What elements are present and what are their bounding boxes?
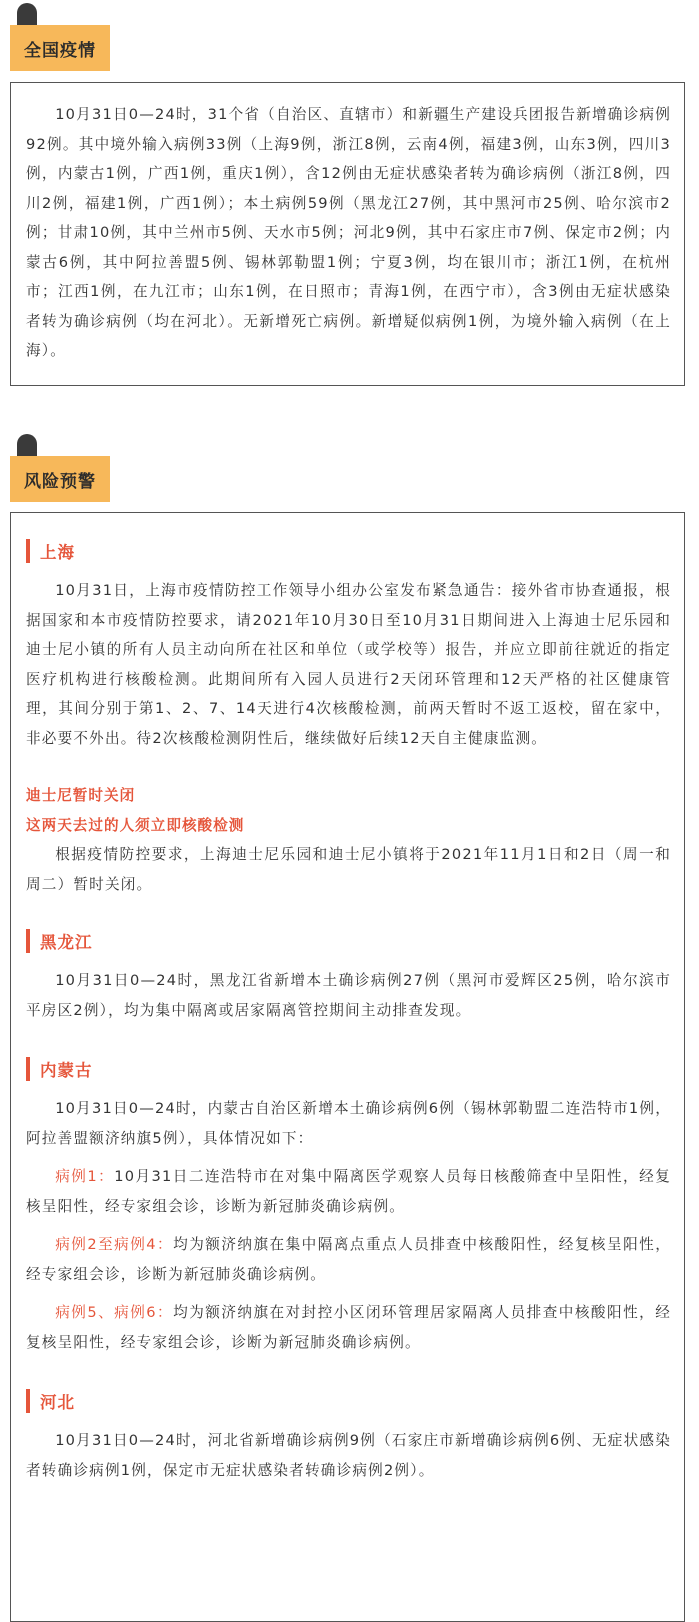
section-knob-icon <box>17 434 37 456</box>
region-heading-shanghai <box>26 539 671 563</box>
region-marker-icon <box>26 539 30 563</box>
region-marker-icon <box>26 1389 30 1413</box>
case-label: 病例5、病例6： <box>55 1304 174 1321</box>
region-heading-neimenggu <box>26 1057 671 1081</box>
case-text: 10月31日二连浩特市在对集中隔离医学观察人员每日核酸筛查中呈阳性，经复核呈阳性，经专家组会诊，诊断为新冠肺炎确诊病例。 <box>26 1168 671 1215</box>
region-heading-hebei <box>26 1389 671 1413</box>
hebei-text: 10月31日0—24时，河北省新增确诊病例9例（石家庄市新增确诊病例6例、无症状感染者转确诊病例1例，保定市无症状感染者转确诊病例2例）。 <box>26 1432 671 1479</box>
case-label: 病例1： <box>55 1168 115 1185</box>
case-item <box>26 1162 671 1221</box>
region-name: 河北 <box>40 1393 75 1412</box>
case-item <box>26 1230 671 1289</box>
national-summary-box <box>10 82 685 386</box>
section-title-risk: 风险预警 <box>10 456 110 502</box>
case-item <box>26 1298 671 1357</box>
disney-closure-text: 根据疫情防控要求，上海迪士尼乐园和迪士尼小镇将于2021年11月1日和2日（周一和周二）暂时关闭。 <box>26 846 671 893</box>
shanghai-notice-text: 10月31日，上海市疫情防控工作领导小组办公室发布紧急通告：接外省市协查通报，根据国家和本市疫情防控要求，请2021年10月30日至10月31日期间进入上海迪士尼乐园和迪士尼小镇的所有人员主动向所在社区和单位（或学校等）报告，并应立即前往就近的指定医疗机构进行核酸检测。此期间所有入园人员进行2天闭环管理和12天严格的社区健康管理，其间分别于第1、2、7、14天进行4次核酸检测，前两天暂时不返工返校，留在家中，非必要不外出。待2次核酸检测阴性后，继续做好后续12天自主健康监测。 <box>26 582 671 747</box>
case-text: 均为额济纳旗在集中隔离点重点人员排查中核酸阳性，经复核呈阳性，经专家组会诊，诊断为新冠肺炎确诊病例。 <box>26 1236 671 1283</box>
section-knob-icon <box>17 3 37 25</box>
case-label: 病例2至病例4： <box>55 1236 174 1253</box>
risk-warning-box <box>10 512 685 1622</box>
region-name: 上海 <box>40 543 75 562</box>
neimenggu-text: 10月31日0—24时，内蒙古自治区新增本土确诊病例6例（锡林郭勒盟二连浩特市1例，阿拉善盟额济纳旗5例），具体情况如下： <box>26 1100 671 1147</box>
case-text: 均为额济纳旗在对封控小区闭环管理居家隔离人员排查中核酸阳性，经复核呈阳性，经专家组会诊，诊断为新冠肺炎确诊病例。 <box>26 1304 671 1351</box>
national-summary-text: 10月31日0—24时，31个省（自治区、直辖市）和新疆生产建设兵团报告新增确诊病例92例。其中境外输入病例33例（上海9例，浙江8例，云南4例，福建3例，山东3例，四川3例，内蒙古1例，广西1例，重庆1例），含12例由无症状感染者转为确诊病例（浙江8例，四川2例，福建1例，广西1例）；本土病例59例（黑龙江27例，其中黑河市25例、哈尔滨市2例；甘肃10例，其中兰州市5例、天水市5例；河北9例，其中石家庄市7例、保定市2例；内蒙古6例，其中阿拉善盟5例、锡林郭勒盟1例；宁夏3例，均在银川市；浙江1例，在杭州市；江西1例，在九江市；山东1例，在日照市；青海1例，在西宁市），含3例由无症状感染者转为确诊病例（均在河北）。无新增死亡病例。新增疑似病例1例，为境外输入病例（在上海）。 <box>26 106 671 359</box>
region-marker-icon <box>26 929 30 953</box>
section-title-national: 全国疫情 <box>10 25 110 71</box>
region-marker-icon <box>26 1057 30 1081</box>
heilongjiang-text: 10月31日0—24时，黑龙江省新增本土确诊病例27例（黑河市爱辉区25例，哈尔滨市平房区2例），均为集中隔离或居家隔离管控期间主动排查发现。 <box>26 972 671 1019</box>
region-name: 内蒙古 <box>40 1061 93 1080</box>
region-heading-heilongjiang <box>26 929 671 953</box>
disney-test-headline: 这两天去过的人须立即核酸检测 <box>26 816 245 834</box>
region-name: 黑龙江 <box>40 933 93 952</box>
disney-closure-headline: 迪士尼暂时关闭 <box>26 787 136 804</box>
